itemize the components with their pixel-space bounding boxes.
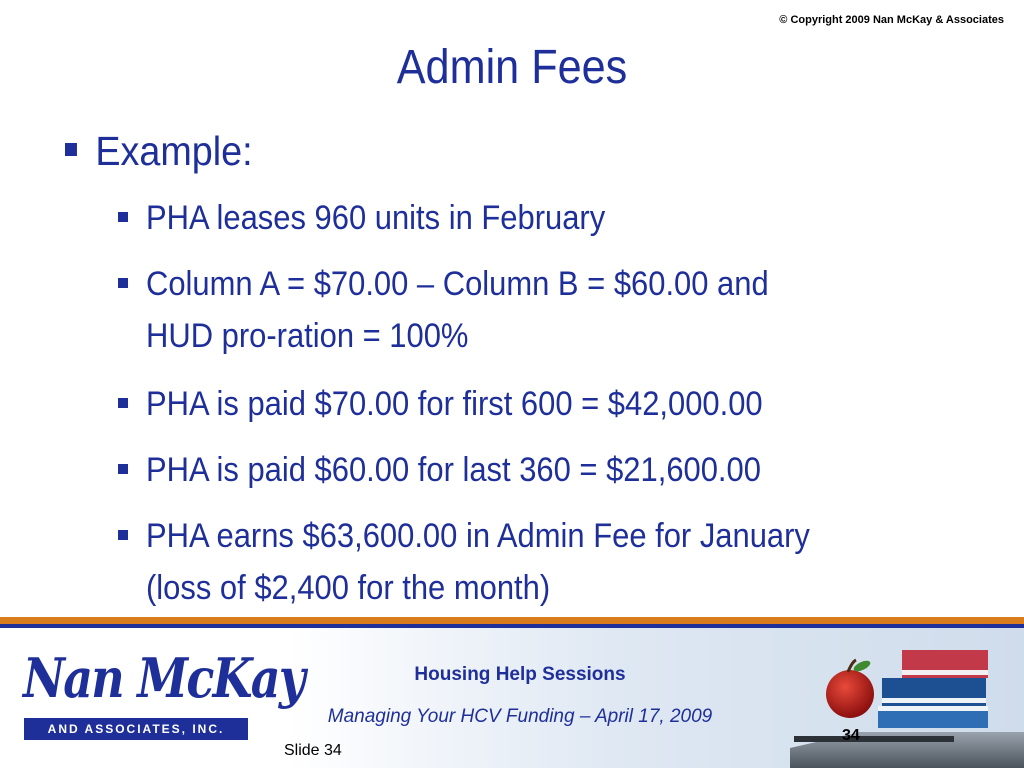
sub-bullet-text: PHA leases 960 units in February [146, 199, 606, 237]
bullet-square-icon [118, 278, 128, 288]
orange-divider [0, 617, 1024, 624]
copyright-notice: © Copyright 2009 Nan McKay & Associates [779, 14, 1004, 26]
sub-bullet [118, 192, 1018, 244]
sub-bullet-text: PHA is paid $60.00 for last 360 = $21,600.00 [146, 451, 761, 489]
bullet-main-text: Example: [95, 128, 253, 174]
footer-subtitle: Managing Your HCV Funding – April 17, 2009 [327, 706, 713, 727]
sub-bullet-text: PHA is paid $70.00 for first 600 = $42,000.00 [146, 385, 763, 423]
bullet-main [65, 128, 253, 175]
slide-title: Admin Fees [396, 41, 628, 94]
slide-label: Slide 34 [284, 742, 342, 759]
sub-bullet [118, 444, 1018, 496]
bullet-square-icon [118, 398, 128, 408]
slide-footer [0, 628, 1024, 768]
nan-mckay-logo [18, 646, 304, 760]
sub-bullet [118, 378, 1018, 430]
sub-bullet-text: Column A = $70.00 – Column B = $60.00 and [146, 265, 769, 303]
bullet-square-icon [118, 464, 128, 474]
bullet-square-icon [65, 143, 77, 156]
sub-bullet-text: PHA earns $63,600.00 in Admin Fee for January [146, 517, 810, 555]
page-number: 34 [842, 727, 860, 744]
logo-script: Nan McKay [23, 646, 304, 710]
sub-bullet [118, 258, 1018, 362]
bullet-square-icon [118, 530, 128, 540]
books-apple-icon [790, 628, 1024, 768]
bullet-square-icon [118, 212, 128, 222]
sub-bullet [118, 510, 1018, 614]
footer-title: Housing Help Sessions [414, 664, 626, 685]
sub-bullet-text-continued: HUD pro-ration = 100% [146, 317, 469, 355]
sub-bullet-text-continued: (loss of $2,400 for the month) [146, 569, 551, 607]
logo-bar: AND ASSOCIATES, INC. [24, 718, 248, 740]
